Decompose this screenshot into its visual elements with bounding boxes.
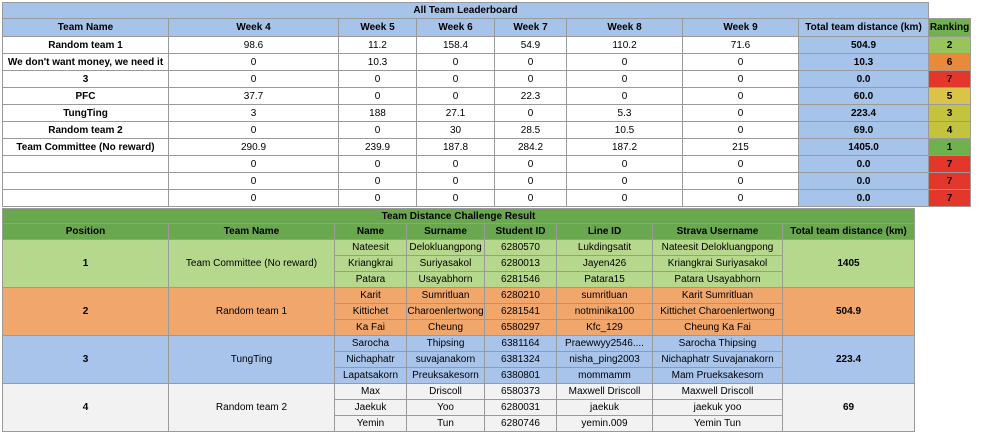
leaderboard-header-cell[interactable]: Total team distance (km) [799, 19, 929, 37]
strava-username-cell[interactable]: jaekuk yoo [653, 400, 783, 416]
student-id-cell[interactable]: 6380801 [485, 368, 557, 384]
week-distance-cell[interactable]: 0 [495, 156, 567, 173]
member-surname-cell[interactable]: Sumritluan [407, 288, 485, 304]
line-id-cell[interactable]: mommamm [557, 368, 653, 384]
week-distance-cell[interactable]: 28.5 [495, 122, 567, 139]
leaderboard-header-cell[interactable]: Week 6 [417, 19, 495, 37]
leaderboard-row [3, 88, 971, 105]
member-surname-cell[interactable]: suvajanakorn [407, 352, 485, 368]
week-distance-cell[interactable]: 0 [567, 156, 683, 173]
week-distance-cell[interactable]: 0 [417, 173, 495, 190]
result-row [3, 288, 915, 304]
week-distance-cell[interactable]: 0 [495, 190, 567, 207]
week-distance-cell[interactable]: 0 [339, 173, 417, 190]
week-distance-cell[interactable]: 187.8 [417, 139, 495, 156]
member-surname-cell[interactable]: Cheung [407, 320, 485, 336]
week-distance-cell[interactable]: 0 [683, 105, 799, 122]
team-name-cell[interactable]: TungTing [169, 336, 335, 384]
week-distance-cell[interactable]: 0 [683, 190, 799, 207]
week-distance-cell[interactable]: 0 [169, 156, 339, 173]
student-id-cell[interactable]: 6280210 [485, 288, 557, 304]
student-id-cell[interactable]: 6381164 [485, 336, 557, 352]
total-distance-cell[interactable]: 223.4 [799, 105, 929, 122]
result-header-cell[interactable]: Position [3, 224, 169, 240]
ranking-cell[interactable]: 4 [929, 122, 971, 139]
member-name-cell[interactable]: Yemin [335, 416, 407, 432]
total-distance-cell[interactable]: 69.0 [799, 122, 929, 139]
leaderboard-row [3, 54, 971, 71]
line-id-cell[interactable]: Lukdingsatit [557, 240, 653, 256]
strava-username-cell[interactable]: Nateesit Delokluangpong [653, 240, 783, 256]
team-name-cell[interactable]: TungTing [3, 105, 169, 122]
week-distance-cell[interactable]: 0 [417, 54, 495, 71]
week-distance-cell[interactable]: 0 [567, 173, 683, 190]
week-distance-cell[interactable]: 0 [417, 71, 495, 88]
line-id-cell[interactable]: Jayen426 [557, 256, 653, 272]
team-name-cell[interactable]: Team Committee (No reward) [169, 240, 335, 288]
week-distance-cell[interactable]: 0 [169, 122, 339, 139]
member-surname-cell[interactable]: Driscoll [407, 384, 485, 400]
team-name-cell[interactable]: We don't want money, we need it [3, 54, 169, 71]
ranking-cell[interactable]: 2 [929, 37, 971, 54]
member-name-cell[interactable]: Nichaphatr [335, 352, 407, 368]
total-distance-cell[interactable]: 10.3 [799, 54, 929, 71]
member-surname-cell[interactable]: Tun [407, 416, 485, 432]
total-distance-cell[interactable]: 69 [783, 384, 915, 432]
result-header-cell[interactable]: Student ID [485, 224, 557, 240]
leaderboard-header-cell[interactable]: Week 7 [495, 19, 567, 37]
ranking-cell[interactable]: 1 [929, 139, 971, 156]
strava-username-cell[interactable]: Kittichet Charoenlertwong [653, 304, 783, 320]
total-distance-cell[interactable]: 60.0 [799, 88, 929, 105]
ranking-cell[interactable]: 7 [929, 173, 971, 190]
ranking-cell[interactable]: 3 [929, 105, 971, 122]
result-header-cell[interactable]: Total team distance (km) [783, 224, 915, 240]
week-distance-cell[interactable]: 158.4 [417, 37, 495, 54]
ranking-cell[interactable]: 6 [929, 54, 971, 71]
result-row [3, 336, 915, 352]
member-surname-cell[interactable]: Charoenlertwong [407, 304, 485, 320]
total-distance-cell[interactable]: 0.0 [799, 156, 929, 173]
leaderboard-row [3, 71, 971, 88]
team-name-cell[interactable]: Random team 2 [3, 122, 169, 139]
week-distance-cell[interactable]: 11.2 [339, 37, 417, 54]
leaderboard-title[interactable]: All Team Leaderboard [3, 3, 929, 19]
week-distance-cell[interactable]: 0 [567, 190, 683, 207]
week-distance-cell[interactable]: 0 [567, 88, 683, 105]
strava-username-cell[interactable]: Patara Usayabhorn [653, 272, 783, 288]
strava-username-cell[interactable]: Kriangkrai Suriyasakol [653, 256, 783, 272]
line-id-cell[interactable]: Patara15 [557, 272, 653, 288]
member-surname-cell[interactable]: Yoo [407, 400, 485, 416]
week-distance-cell[interactable]: 239.9 [339, 139, 417, 156]
result-header-cell[interactable]: Line ID [557, 224, 653, 240]
week-distance-cell[interactable]: 188 [339, 105, 417, 122]
week-distance-cell[interactable]: 0 [495, 173, 567, 190]
result-header-cell[interactable]: Strava Username [653, 224, 783, 240]
team-name-cell[interactable]: 3 [3, 71, 169, 88]
member-name-cell[interactable]: Ka Fai [335, 320, 407, 336]
week-distance-cell[interactable]: 0 [683, 156, 799, 173]
week-distance-cell[interactable]: 54.9 [495, 37, 567, 54]
week-distance-cell[interactable]: 0 [683, 88, 799, 105]
team-name-cell[interactable]: Team Committee (No reward) [3, 139, 169, 156]
strava-username-cell[interactable]: Mam Prueksakesorn [653, 368, 783, 384]
result-row [3, 240, 915, 256]
line-id-cell[interactable]: Kfc_129 [557, 320, 653, 336]
ranking-cell[interactable]: 7 [929, 190, 971, 207]
team-name-cell[interactable]: Random team 1 [169, 288, 335, 336]
week-distance-cell[interactable]: 0 [567, 71, 683, 88]
week-distance-cell[interactable]: 0 [495, 105, 567, 122]
challenge-result-table [2, 208, 915, 432]
week-distance-cell[interactable]: 290.9 [169, 139, 339, 156]
week-distance-cell[interactable]: 0 [495, 71, 567, 88]
ranking-cell[interactable]: 7 [929, 71, 971, 88]
week-distance-cell[interactable]: 187.2 [567, 139, 683, 156]
result-header-cell[interactable]: Surname [407, 224, 485, 240]
leaderboard-row [3, 139, 971, 156]
team-name-cell[interactable]: Random team 2 [169, 384, 335, 432]
week-distance-cell[interactable]: 284.2 [495, 139, 567, 156]
leaderboard-header-cell[interactable]: Week 8 [567, 19, 683, 37]
line-id-cell[interactable]: jaekuk [557, 400, 653, 416]
week-distance-cell[interactable]: 110.2 [567, 37, 683, 54]
week-distance-cell[interactable]: 30 [417, 122, 495, 139]
member-name-cell[interactable]: Kriangkrai [335, 256, 407, 272]
member-name-cell[interactable]: Lapatsakorn [335, 368, 407, 384]
line-id-cell[interactable]: Maxwell Driscoll [557, 384, 653, 400]
total-distance-cell[interactable]: 0.0 [799, 173, 929, 190]
result-header-cell[interactable]: Team Name [169, 224, 335, 240]
week-distance-cell[interactable]: 0 [339, 122, 417, 139]
position-cell[interactable]: 1 [3, 240, 169, 288]
strava-username-cell[interactable]: Maxwell Driscoll [653, 384, 783, 400]
student-id-cell[interactable]: 6280746 [485, 416, 557, 432]
leaderboard-header-cell[interactable]: Week 4 [169, 19, 339, 37]
result-title[interactable]: Team Distance Challenge Result [3, 209, 915, 224]
team-name-cell[interactable]: PFC [3, 88, 169, 105]
total-distance-cell[interactable]: 1405 [783, 240, 915, 288]
result-header-cell[interactable]: Name [335, 224, 407, 240]
week-distance-cell[interactable]: 27.1 [417, 105, 495, 122]
week-distance-cell[interactable]: 0 [495, 54, 567, 71]
strava-username-cell[interactable]: Cheung Ka Fai [653, 320, 783, 336]
leaderboard-header-cell[interactable]: Week 5 [339, 19, 417, 37]
team-name-cell[interactable] [3, 173, 169, 190]
leaderboard-row [3, 105, 971, 122]
total-distance-cell[interactable]: 0.0 [799, 71, 929, 88]
leaderboard-header-cell[interactable]: Week 9 [683, 19, 799, 37]
student-id-cell[interactable]: 6580373 [485, 384, 557, 400]
member-name-cell[interactable]: Patara [335, 272, 407, 288]
leaderboard-row [3, 156, 971, 173]
line-id-cell[interactable]: Praewwyy2546.... [557, 336, 653, 352]
leaderboard-row [3, 122, 971, 139]
position-cell[interactable]: 2 [3, 288, 169, 336]
week-distance-cell[interactable]: 0 [683, 173, 799, 190]
leaderboard-row [3, 37, 971, 54]
strava-username-cell[interactable]: Nichaphatr Suvajanakorn [653, 352, 783, 368]
week-distance-cell[interactable]: 0 [339, 88, 417, 105]
week-distance-cell[interactable]: 71.6 [683, 37, 799, 54]
member-name-cell[interactable]: Karit [335, 288, 407, 304]
line-id-cell[interactable]: notminika100 [557, 304, 653, 320]
student-id-cell[interactable]: 6381324 [485, 352, 557, 368]
ranking-cell[interactable]: 5 [929, 88, 971, 105]
total-distance-cell[interactable]: 504.9 [799, 37, 929, 54]
week-distance-cell[interactable]: 98.6 [169, 37, 339, 54]
member-name-cell[interactable]: Sarocha [335, 336, 407, 352]
week-distance-cell[interactable]: 0 [417, 156, 495, 173]
leaderboard-header-cell[interactable]: Ranking [929, 19, 971, 37]
position-cell[interactable]: 3 [3, 336, 169, 384]
week-distance-cell[interactable]: 0 [683, 122, 799, 139]
total-distance-cell[interactable]: 1405.0 [799, 139, 929, 156]
student-id-cell[interactable]: 6580297 [485, 320, 557, 336]
member-name-cell[interactable]: Kittichet [335, 304, 407, 320]
week-distance-cell[interactable]: 22.3 [495, 88, 567, 105]
team-name-cell[interactable]: Random team 1 [3, 37, 169, 54]
week-distance-cell[interactable]: 0 [683, 54, 799, 71]
student-id-cell[interactable]: 6280013 [485, 256, 557, 272]
week-distance-cell[interactable]: 10.5 [567, 122, 683, 139]
team-name-cell[interactable] [3, 190, 169, 207]
member-surname-cell[interactable]: Suriyasakol [407, 256, 485, 272]
total-distance-cell[interactable]: 0.0 [799, 190, 929, 207]
ranking-cell[interactable]: 7 [929, 156, 971, 173]
week-distance-cell[interactable]: 3 [169, 105, 339, 122]
member-name-cell[interactable]: Jaekuk [335, 400, 407, 416]
strava-username-cell[interactable]: Sarocha Thipsing [653, 336, 783, 352]
position-cell[interactable]: 4 [3, 384, 169, 432]
member-surname-cell[interactable]: Preuksakesorn [407, 368, 485, 384]
student-id-cell[interactable]: 6281546 [485, 272, 557, 288]
strava-username-cell[interactable]: Yemin Tun [653, 416, 783, 432]
week-distance-cell[interactable]: 37.7 [169, 88, 339, 105]
week-distance-cell[interactable]: 0 [339, 156, 417, 173]
result-row [3, 384, 915, 400]
member-name-cell[interactable]: Max [335, 384, 407, 400]
member-surname-cell[interactable]: Delokluangpong [407, 240, 485, 256]
week-distance-cell[interactable]: 0 [683, 71, 799, 88]
week-distance-cell[interactable]: 0 [417, 88, 495, 105]
line-id-cell[interactable]: yemin.009 [557, 416, 653, 432]
week-distance-cell[interactable]: 0 [169, 71, 339, 88]
total-distance-cell[interactable]: 223.4 [783, 336, 915, 384]
strava-username-cell[interactable]: Karit Sumritluan [653, 288, 783, 304]
student-id-cell[interactable]: 6281541 [485, 304, 557, 320]
leaderboard-header-cell[interactable]: Team Name [3, 19, 169, 37]
member-surname-cell[interactable]: Thipsing [407, 336, 485, 352]
student-id-cell[interactable]: 6280031 [485, 400, 557, 416]
week-distance-cell[interactable]: 0 [169, 190, 339, 207]
week-distance-cell[interactable]: 10.3 [339, 54, 417, 71]
week-distance-cell[interactable]: 0 [339, 190, 417, 207]
leaderboard-table [2, 2, 971, 207]
week-distance-cell[interactable]: 5.3 [567, 105, 683, 122]
leaderboard-row [3, 190, 971, 207]
line-id-cell[interactable]: sumritluan [557, 288, 653, 304]
total-distance-cell[interactable]: 504.9 [783, 288, 915, 336]
week-distance-cell[interactable]: 0 [339, 71, 417, 88]
member-surname-cell[interactable]: Usayabhorn [407, 272, 485, 288]
student-id-cell[interactable]: 6280570 [485, 240, 557, 256]
week-distance-cell[interactable]: 0 [169, 54, 339, 71]
leaderboard-row [3, 173, 971, 190]
week-distance-cell[interactable]: 215 [683, 139, 799, 156]
week-distance-cell[interactable]: 0 [567, 54, 683, 71]
line-id-cell[interactable]: nisha_ping2003 [557, 352, 653, 368]
team-name-cell[interactable] [3, 156, 169, 173]
week-distance-cell[interactable]: 0 [169, 173, 339, 190]
week-distance-cell[interactable]: 0 [417, 190, 495, 207]
member-name-cell[interactable]: Nateesit [335, 240, 407, 256]
